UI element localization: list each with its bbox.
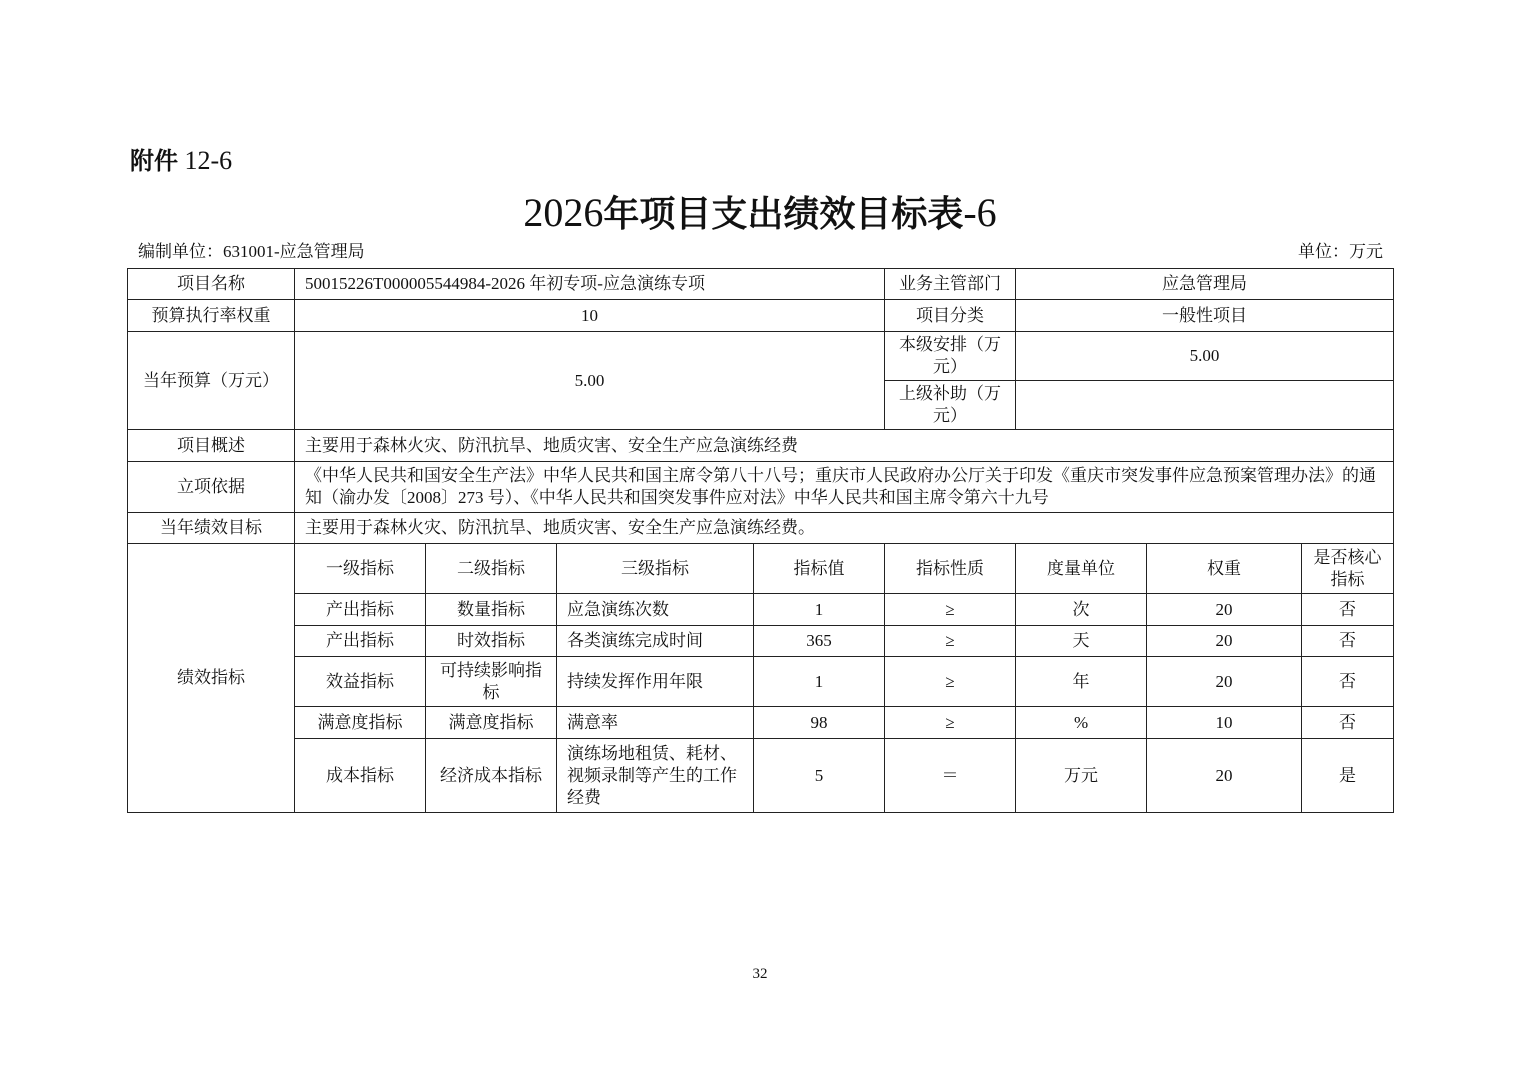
- local-label: 本级安排（万元）: [885, 332, 1016, 381]
- attachment-number: 12-6: [184, 146, 233, 175]
- indicator-cell: 满意度指标: [426, 707, 557, 739]
- category-value: 一般性项目: [1016, 300, 1394, 332]
- indicator-cell: 持续发挥作用年限: [557, 657, 754, 707]
- indicator-row: [128, 626, 1394, 657]
- row-overview: [128, 430, 1394, 462]
- local-value: 5.00: [1016, 332, 1394, 381]
- budget-label: 当年预算（万元）: [128, 332, 295, 430]
- page-title: [0, 188, 1520, 240]
- indicator-cell: 20: [1147, 594, 1302, 626]
- indicator-cell: 5: [754, 739, 885, 813]
- indicator-cell: 否: [1302, 707, 1394, 739]
- goal-label: 当年绩效目标: [128, 513, 295, 544]
- indicator-cell: 天: [1016, 626, 1147, 657]
- indicator-cell: 万元: [1016, 739, 1147, 813]
- performance-table: [127, 268, 1394, 813]
- category-label: 项目分类: [885, 300, 1016, 332]
- indicator-cell: 20: [1147, 626, 1302, 657]
- indicator-cell: 10: [1147, 707, 1302, 739]
- title-text: 年项目支出绩效目标表: [603, 194, 964, 235]
- indicator-cell: 效益指标: [295, 657, 426, 707]
- row-budget: [128, 332, 1394, 381]
- indicator-row: [128, 739, 1394, 813]
- col-header: 三级指标: [557, 544, 754, 594]
- overview-label: 项目概述: [128, 430, 295, 462]
- indicator-cell: 时效指标: [426, 626, 557, 657]
- indicator-cell: 否: [1302, 626, 1394, 657]
- col-header: 二级指标: [426, 544, 557, 594]
- indicator-cell: 产出指标: [295, 594, 426, 626]
- indicator-cell: 20: [1147, 657, 1302, 707]
- indicator-cell: 1: [754, 657, 885, 707]
- project-name-value: 50015226T000005544984-2026 年初专项-应急演练专项: [295, 269, 885, 300]
- project-name-label: 项目名称: [128, 269, 295, 300]
- indicator-cell: ＝: [885, 739, 1016, 813]
- indicator-cell: 满意度指标: [295, 707, 426, 739]
- indicator-cell: 成本指标: [295, 739, 426, 813]
- indicator-cell: ≥: [885, 707, 1016, 739]
- col-header: 权重: [1147, 544, 1302, 594]
- indicator-cell: 365: [754, 626, 885, 657]
- indicator-cell: 否: [1302, 594, 1394, 626]
- indicator-cell: ≥: [885, 657, 1016, 707]
- page-number: 32: [752, 966, 768, 982]
- col-header: 指标值: [754, 544, 885, 594]
- indicator-cell: 是: [1302, 739, 1394, 813]
- upper-value: [1016, 381, 1394, 430]
- indicator-row: [128, 594, 1394, 626]
- dept-label: 业务主管部门: [885, 269, 1016, 300]
- row-exec-weight: [128, 300, 1394, 332]
- indicator-row: [128, 657, 1394, 707]
- indicator-cell: 20: [1147, 739, 1302, 813]
- indicator-cell: ≥: [885, 594, 1016, 626]
- indicator-cell: 98: [754, 707, 885, 739]
- goal-value: 主要用于森林火灾、防汛抗旱、地质灾害、安全生产应急演练经费。: [295, 513, 1394, 544]
- upper-label: 上级补助（万元）: [885, 381, 1016, 430]
- exec-weight-value: 10: [295, 300, 885, 332]
- col-header: 是否核心指标: [1302, 544, 1394, 594]
- indicator-cell: 数量指标: [426, 594, 557, 626]
- indicator-cell: 否: [1302, 657, 1394, 707]
- indicator-cell: 可持续影响指标: [426, 657, 557, 707]
- basis-label: 立项依据: [128, 462, 295, 513]
- indicators-section-label: 绩效指标: [128, 544, 295, 813]
- col-header: 指标性质: [885, 544, 1016, 594]
- currency-unit: 单位：万元: [1298, 242, 1383, 261]
- indicator-cell: 产出指标: [295, 626, 426, 657]
- basis-value: 《中华人民共和国安全生产法》中华人民共和国主席令第八十八号；重庆市人民政府办公厅关于印发《重庆市突发事件应急预案管理办法》的通知（渝办发〔2008〕273 号）、《中华人民共和国突发事件应对法》中华人民共和国主席令第六十九号: [295, 462, 1394, 513]
- indicator-cell: %: [1016, 707, 1147, 739]
- indicator-cell: 满意率: [557, 707, 754, 739]
- col-header: 一级指标: [295, 544, 426, 594]
- dept-value: 应急管理局: [1016, 269, 1394, 300]
- budget-value: 5.00: [295, 332, 885, 430]
- indicator-header-row: [128, 544, 1394, 594]
- indicator-cell: 次: [1016, 594, 1147, 626]
- indicator-cell: ≥: [885, 626, 1016, 657]
- col-header: 度量单位: [1016, 544, 1147, 594]
- indicator-cell: 演练场地租赁、耗材、视频录制等产生的工作经费: [557, 739, 754, 813]
- row-goal: [128, 513, 1394, 544]
- row-basis: [128, 462, 1394, 513]
- overview-value: 主要用于森林火灾、防汛抗旱、地质灾害、安全生产应急演练经费: [295, 430, 1394, 462]
- row-project-name: [128, 269, 1394, 300]
- title-suffix: -6: [963, 190, 997, 235]
- indicator-cell: 1: [754, 594, 885, 626]
- indicator-cell: 年: [1016, 657, 1147, 707]
- indicator-cell: 应急演练次数: [557, 594, 754, 626]
- compiling-unit: 编制单位：631001-应急管理局: [138, 242, 365, 261]
- indicator-cell: 各类演练完成时间: [557, 626, 754, 657]
- attachment-prefix: 附件: [130, 147, 178, 175]
- indicator-row: [128, 707, 1394, 739]
- exec-weight-label: 预算执行率权重: [128, 300, 295, 332]
- attachment-label: [130, 143, 232, 179]
- indicator-cell: 经济成本指标: [426, 739, 557, 813]
- title-year: 2026: [523, 190, 604, 235]
